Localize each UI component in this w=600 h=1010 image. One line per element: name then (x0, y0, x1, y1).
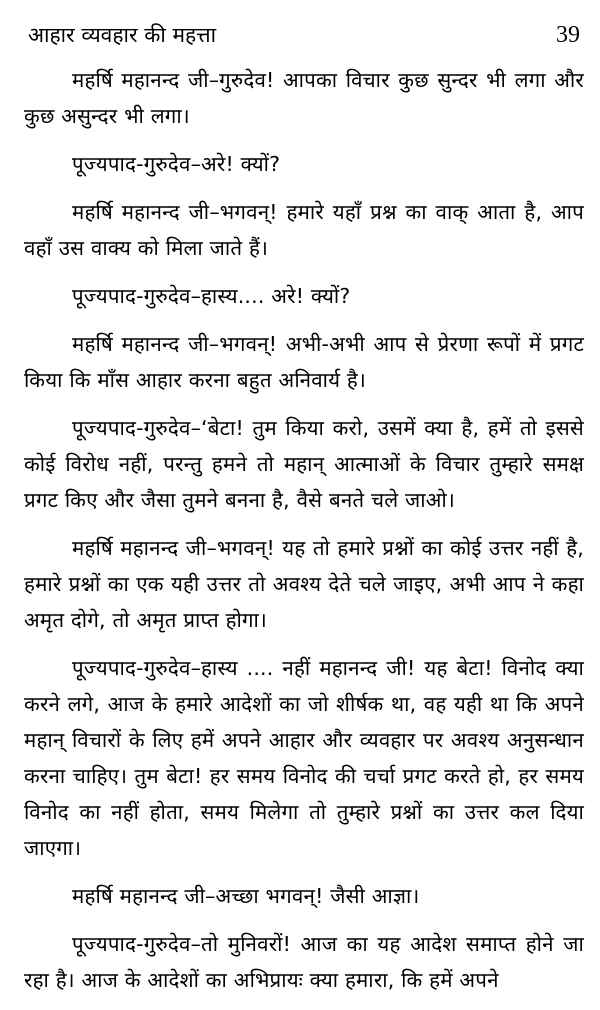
paragraph: महर्षि महानन्द जी–अच्छा भगवन्! जैसी आज्ञा। (72, 884, 420, 908)
paragraph: महर्षि महानन्द जी–भगवन्! हमारे यहाँ प्रश्न का वाक् आता है, आप वहाँ उस वाक्य को मिला जाते हैं। (24, 200, 584, 260)
paragraph: पूज्यपाद-गुरुदेव–‘बेटा! तुम किया करो, उसमें क्या है, हमें तो इससे कोई विरोध नहीं, परन्तु हमने तो महान् आत्माओं के विचार तुम्हारे समक्ष प्रगट किए और जैसा तुमने बनना है, वैसे बनते चले जाओ। (24, 416, 584, 512)
page-number: 39 (556, 22, 580, 48)
paragraph: पूज्यपाद-गुरुदेव–हास्य.... अरे! क्यों? (72, 284, 351, 308)
paragraph: महर्षि महानन्द जी–गुरुदेव! आपका विचार कुछ सुन्दर भी लगा और कुछ असुन्दर भी लगा। (24, 68, 584, 128)
page-header (28, 20, 580, 54)
paragraph: पूज्यपाद-गुरुदेव–तो मुनिवरों! आज का यह आदेश समाप्त होने जा रहा है। आज के आदेशों का अभिप्रायः क्या हमारा, कि हमें अपने (24, 932, 584, 992)
paragraph: पूज्यपाद-गुरुदेव–हास्य .... नहीं महानन्द जी! यह बेटा! विनोद क्या करने लगे, आज के हमारे आदेशों का जो शीर्षक था, वह यही था कि अपने महान् विचारों के लिए हमें अपने आहार और व्यवहार पर अवश्य अनुसन्धान करना चाहिए। तुम बेटा! हर समय विनोद की चर्चा प्रगट करते हो, हर समय विनोद का नहीं होता, समय मिलेगा तो तुम्हारे प्रश्नों का उत्तर कल दिया जाएगा। (24, 656, 584, 860)
paragraph: महर्षि महानन्द जी–भगवन्! अभी-अभी आप से प्रेरणा रूपों में प्रगट किया कि माँस आहार करना बहुत अनिवार्य है। (24, 332, 584, 392)
paragraph: महर्षि महानन्द जी–भगवन्! यह तो हमारे प्रश्नों का कोई उत्तर नहीं है, हमारे प्रश्नों का एक यही उत्तर तो अवश्य देते चले जाइए, अभी आप ने कहा अमृत दोगे, तो अमृत प्राप्त होगा। (24, 536, 584, 632)
body-text (24, 62, 584, 1010)
paragraph: पूज्यपाद-गुरुदेव–अरे! क्यों? (72, 152, 281, 176)
running-title: आहार व्यवहार की महत्ता (28, 23, 217, 47)
